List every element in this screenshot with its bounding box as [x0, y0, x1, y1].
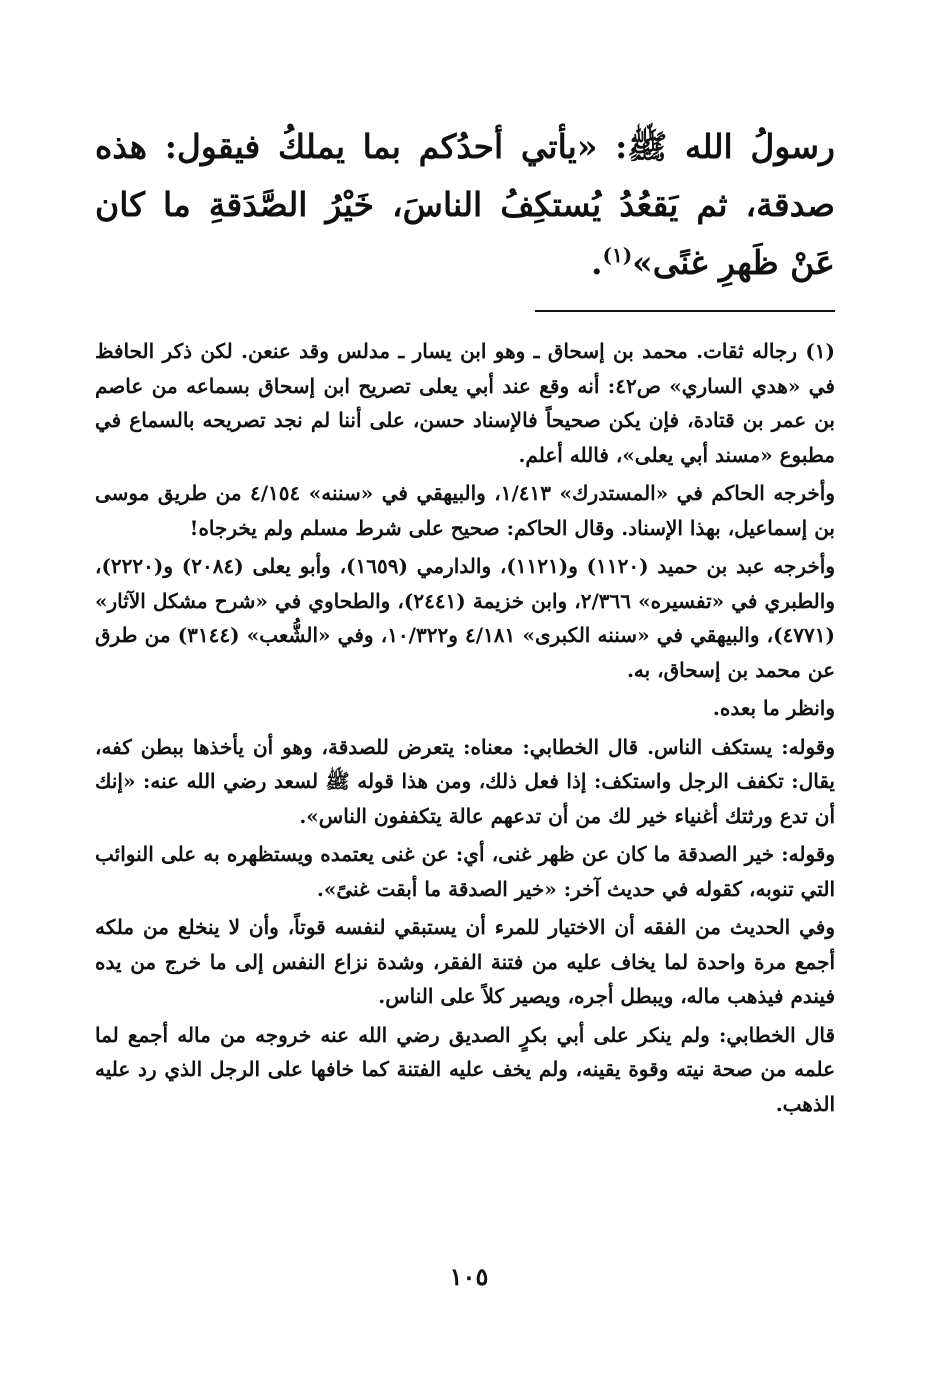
page-number: ١٠٥ — [449, 1262, 489, 1291]
footnote-paragraph: وفي الحديث من الفقه أن الاختيار للمرء أن يستبقي لنفسه قوتاً، وأن لا ينخلع من ملكه أجمع مرة واحدة لما يخاف عليه من فتنة الفقر، وشدة نزاع النفس إلى ما خرج من يده فيندم فيذهب ماله، ويبطل أجره، ويصير كلاً على الناس. — [95, 915, 835, 1008]
footnote-paragraph: وأخرجه عبد بن حميد (١١٢٠) و(١١٢١)، والدارمي (١٦٥٩)، وأبو يعلى (٢٠٨٤) و(٢٢٢٠)، والطبري في «تفسيره» ٢/٣٦٦، وابن خزيمة (٢٤٤١)، والطحاوي في «شرح مشكل الآثار» (٤٧٧١)، والبيهقي في «سننه الكبرى» ٤/١٨١ و١٠/٣٢٢، وفي «الشُّعب» (٣١٤٤) من طرق عن محمد بن إسحاق، به. — [95, 554, 836, 682]
footnote-paragraph: وأخرجه الحاكم في «المستدرك» ١/٤١٣، والبيهقي في «سننه» ٤/١٥٤ من طريق موسى بن إسماعيل، بهذا الإسناد. وقال الحاكم: صحيح على شرط مسلم ولم يخرجاه! — [95, 481, 836, 540]
main-hadith-body: رسولُ الله ﷺ: «يأتي أحدُكم بما يملكُ فيقول: هذه صدقة، ثم يَقعُدُ يُستكِفُ الناسَ، خَيْرُ الصَّدَقةِ ما كان عَنْ ظَهرِ غنًى» — [95, 127, 835, 282]
footnote-paragraph: وقوله: يستكف الناس. قال الخطابي: معناه: يتعرض للصدقة، وهو أن يأخذها ببطن كفه، يقال: تكفف الرجل واستكف: إذا فعل ذلك، ومن هذا قوله ﷺ لسعد رضي الله عنه: «إنك أن تدع ورثتك أغنياء خير لك من أن تدعهم عالة يتكففون الناس». — [95, 734, 835, 828]
footnote-paragraph: وقوله: خير الصدقة ما كان عن ظهر غنى، أي: عن غنى يعتمده ويستظهره به على النوائب التي تنوبه، كقوله في حديث آخر: «خير الصدقة ما أبقت غنىً». — [95, 842, 835, 901]
main-hadith-end: . — [590, 243, 603, 282]
footnote-paragraph: وانظر ما بعده. — [712, 696, 835, 720]
footnote-divider — [535, 310, 835, 312]
footnotes-section — [95, 334, 835, 1121]
footnote-paragraph: قال الخطابي: ولم ينكر على أبي بكرٍ الصديق رضي الله عنه خروجه من ماله أجمع لما علمه من صحة نيته وقوة يقينه، ولم يخف عليه الفتنة كما خافها على الرجل الذي رد عليه الذهب. — [95, 1022, 835, 1116]
footnote-reference: (١) — [602, 243, 633, 267]
book-page — [95, 118, 835, 1318]
main-hadith-text — [95, 118, 835, 292]
footnote-paragraph: (١) رجاله ثقات. محمد بن إسحاق ـ وهو ابن يسار ـ مدلس وقد عنعن. لكن ذكر الحافظ في «هدي الساري» ص٤٢: أنه وقع عند أبي يعلى تصريح ابن إسحاق بسماعه من عاصم بن عمر بن قتادة، فإن يكن صحيحاً فالإسناد حسن، على أننا لم نجد تصريحه بالسماع في مطبوع «مسند أبي يعلى»، فالله أعلم. — [95, 339, 835, 467]
